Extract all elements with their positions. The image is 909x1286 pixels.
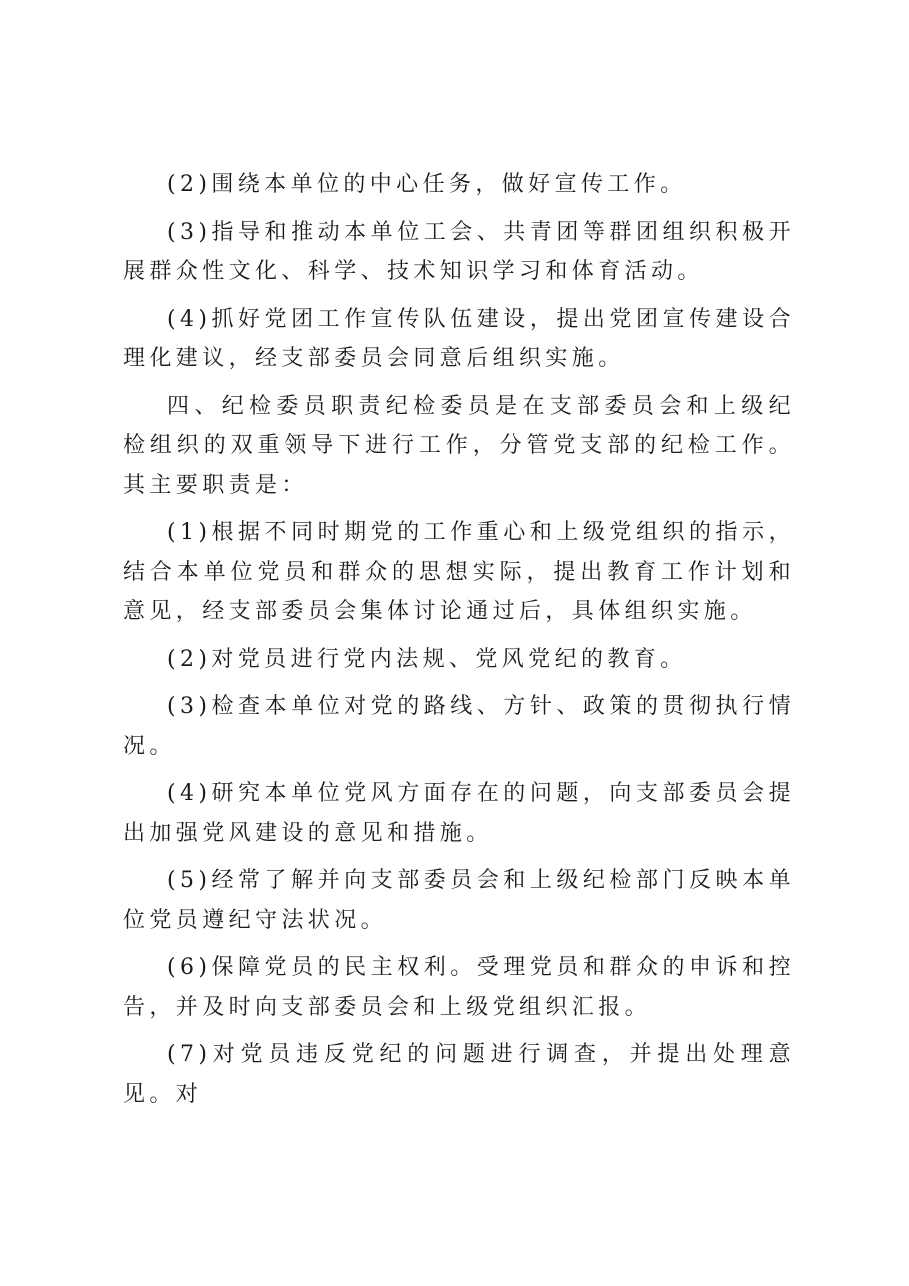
paragraph-regulation-education: (2)对党员进行党内法规、党风党纪的教育。 <box>167 646 687 672</box>
paragraph-violation-investigation: (7)对党员违反党纪的问题进行调查，并提出处理意见。对 <box>123 1042 795 1107</box>
paragraph-education-plan: (1)根据不同时期党的工作重心和上级党组织的指示，结合本单位党员和群众的思想实际，提出教育工作计划和意见，经支部委员会集体讨论通过后，具体组织实施。 <box>123 520 795 624</box>
paragraph-member-rights: (6)保障党员的民主权利。受理党员和群众的申诉和控告，并及时向支部委员会和上级党组织汇报。 <box>123 955 795 1020</box>
document-body <box>123 165 795 1122</box>
paragraph-discipline-section-heading: 四、纪检委员职责纪检委员是在支部委员会和上级纪检组织的双重领导下进行工作，分管党支部的纪检工作。其主要职责是： <box>123 393 795 498</box>
paragraph-law-compliance: (5)经常了解并向支部委员会和上级纪检部门反映本单位党员遵纪守法状况。 <box>123 868 795 933</box>
paragraph-publicity-task: (2)围绕本单位的中心任务，做好宣传工作。 <box>167 172 687 197</box>
paragraph-party-conduct: (4)研究本单位党风方面存在的问题，向支部委员会提出加强党风建设的意见和措施。 <box>123 781 795 846</box>
paragraph-group-activities: (3)指导和推动本单位工会、共青团等群团组织积极开展群众性文化、科学、技术知识学习和体育活动。 <box>123 219 795 284</box>
paragraph-policy-inspection: (3)检查本单位对党的路线、方针、政策的贯彻执行情况。 <box>123 694 795 759</box>
paragraph-publicity-team: (4)抓好党团工作宣传队伍建设，提出党团宣传建设合理化建议，经支部委员会同意后组织实施。 <box>123 306 795 371</box>
